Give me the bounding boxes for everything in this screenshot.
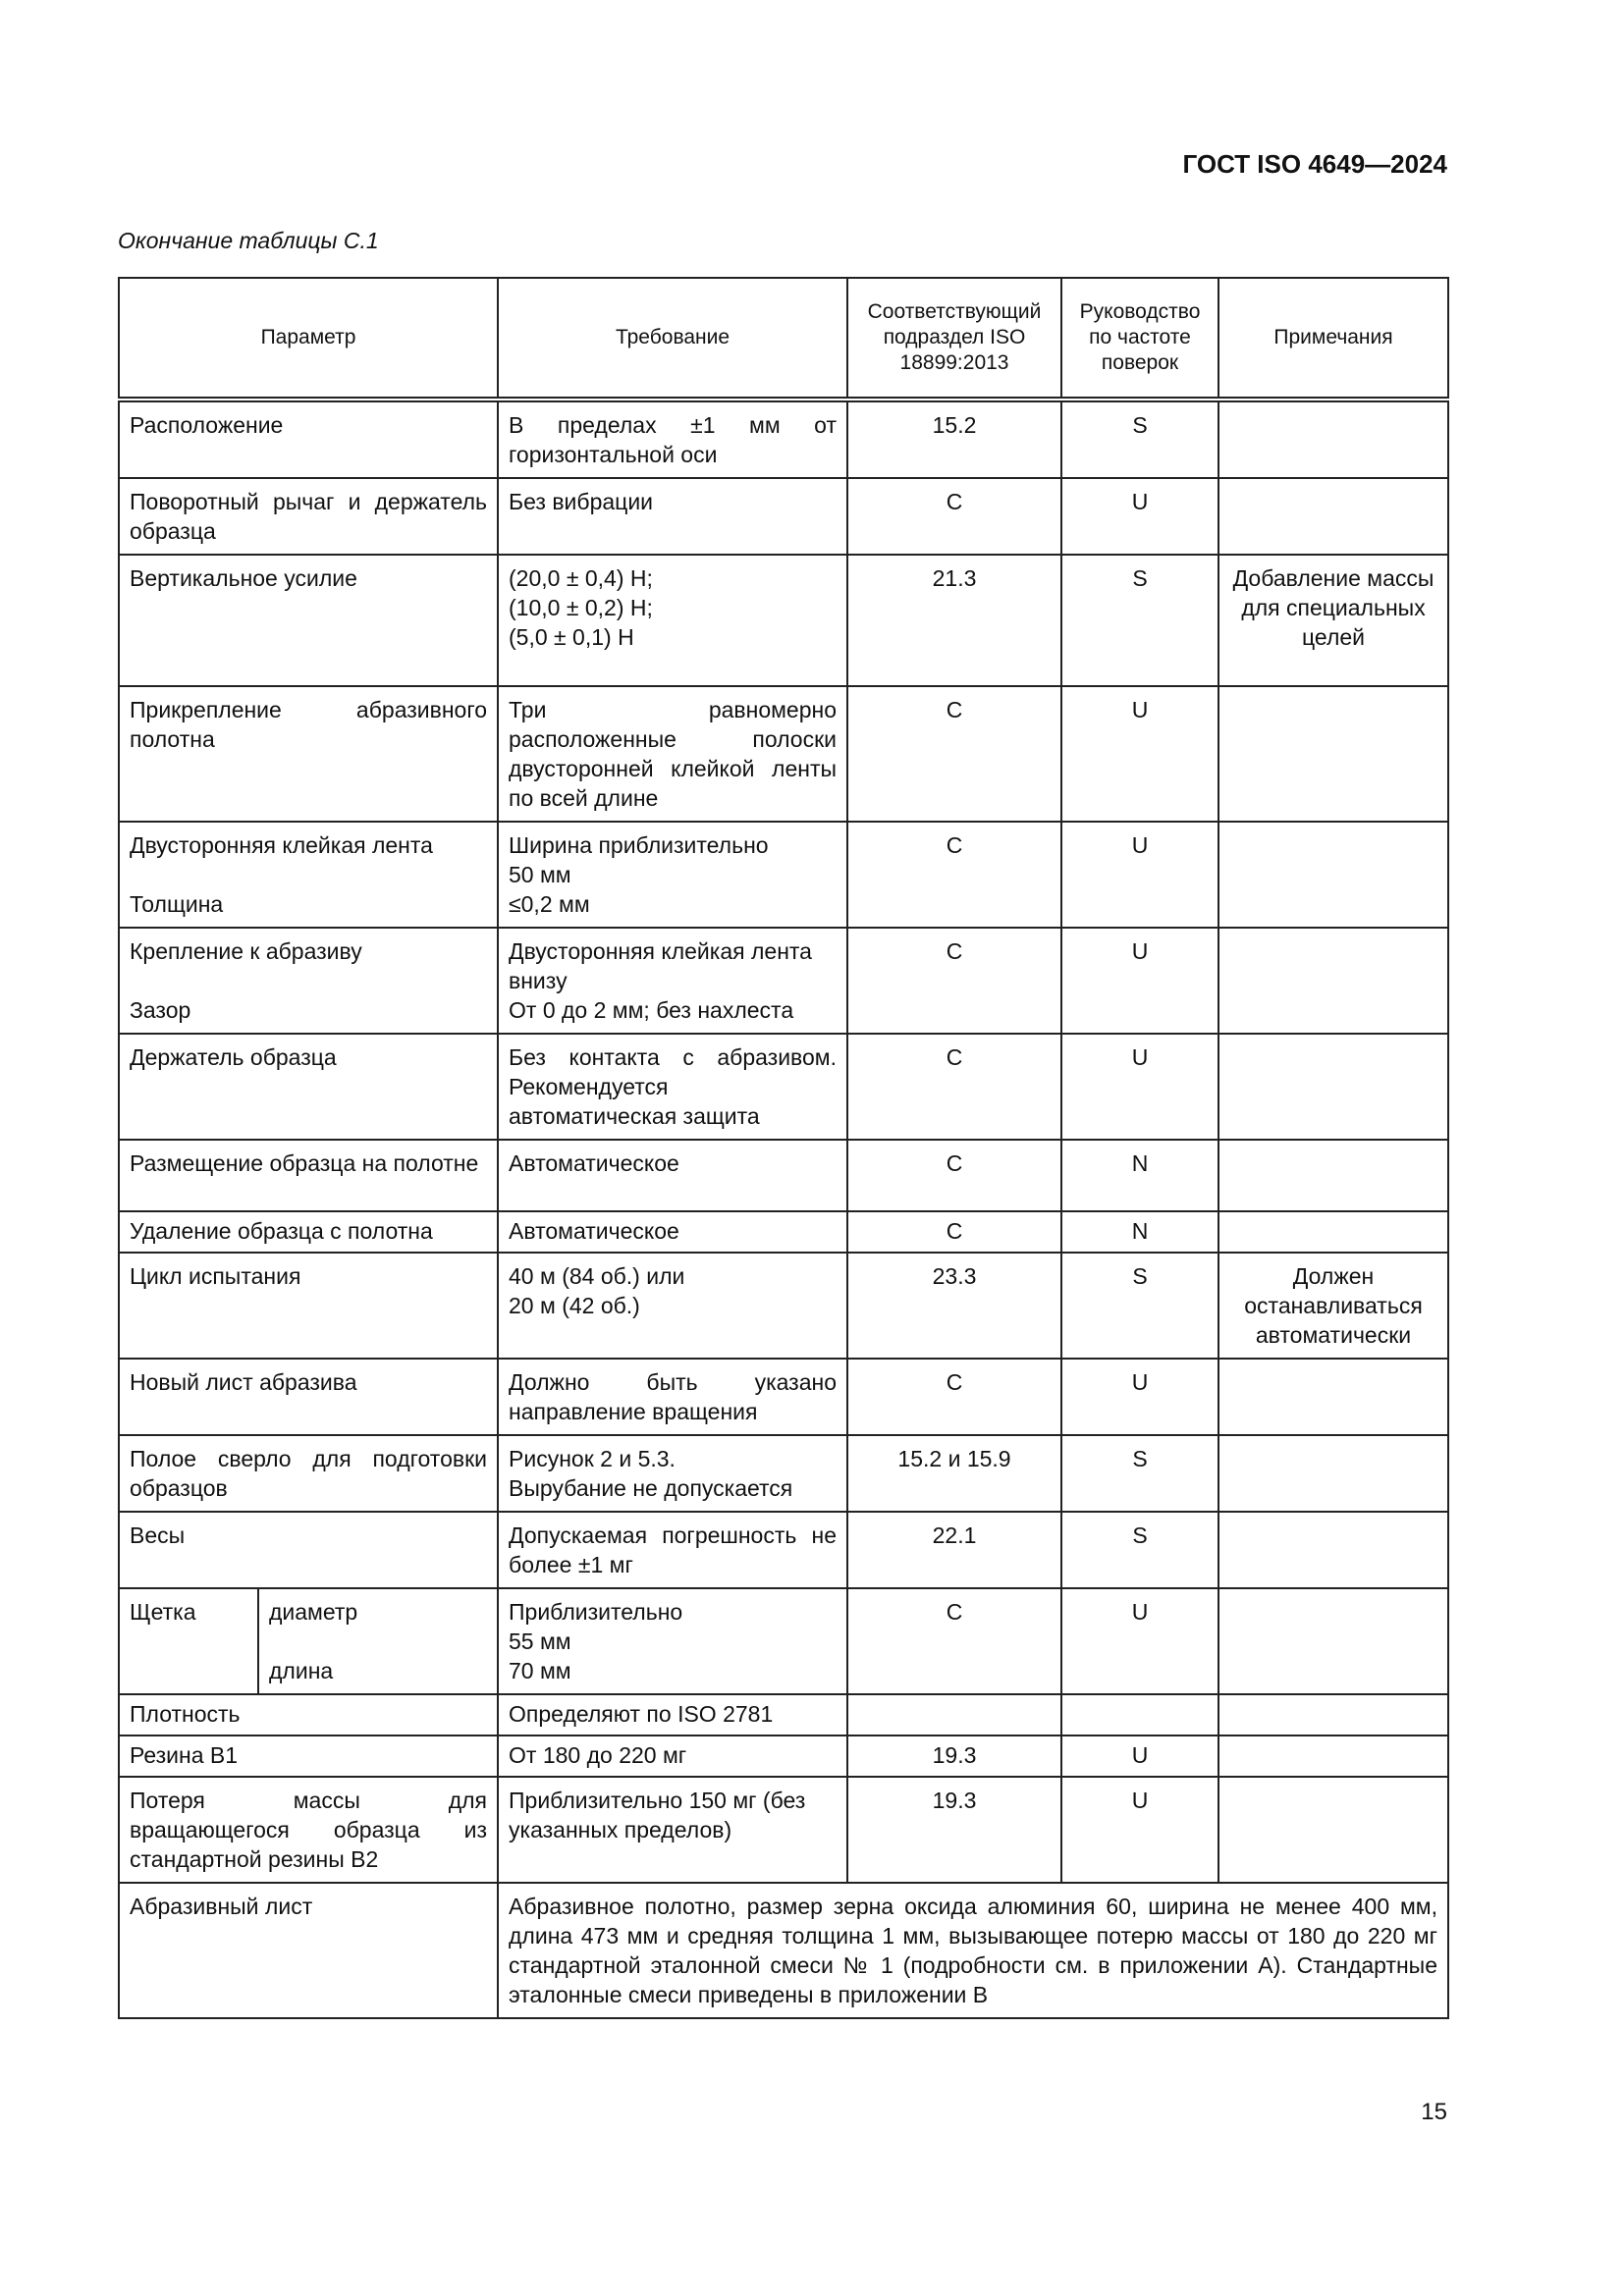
cell-notes: Должен останавливаться автоматически [1218,1253,1448,1359]
cell-subsection: C [847,686,1061,822]
cell-requirement: От 180 до 220 мг [498,1735,847,1777]
col-header-frequency: Руководство по частоте поверок [1061,278,1218,400]
table-row [119,1694,1448,1735]
parameter-sub-b: длина [269,1658,334,1683]
cell-requirement: Допускаемая погрешность не более ±1 мг [498,1512,847,1588]
table-row [119,1777,1448,1883]
cell-subsection: 15.2 [847,400,1061,478]
cell-subsection: 22.1 [847,1512,1061,1588]
cell-parameter: Расположение [119,400,498,478]
cell-subsection [847,1694,1061,1735]
cell-subsection: C [847,1034,1061,1140]
cell-frequency: U [1061,478,1218,555]
cell-parameter: Весы [119,1512,498,1588]
cell-parameter [119,928,498,1034]
cell-parameter: Плотность [119,1694,498,1735]
cell-subsection: 15.2 и 15.9 [847,1435,1061,1512]
cell-parameter: Полое сверло для подготовки образцов [119,1435,498,1512]
parameter-sub: Зазор [130,997,191,1023]
table-row [119,1512,1448,1588]
cell-parameter: Прикрепление абразивного полотна [119,686,498,822]
cell-notes [1218,1512,1448,1588]
col-header-notes: Примечания [1218,278,1448,400]
cell-subsection: 21.3 [847,555,1061,686]
cell-requirement: Должно быть указано направление вращения [498,1359,847,1435]
cell-subsection: C [847,822,1061,928]
cell-notes [1218,1777,1448,1883]
cell-requirement: Рисунок 2 и 5.3. Вырубание не допускается [498,1435,847,1512]
cell-notes: Добавление массы для специальных целей [1218,555,1448,686]
cell-parameter: Абразивный лист [119,1883,498,2018]
cell-frequency: N [1061,1211,1218,1253]
table-row [119,686,1448,822]
cell-frequency: U [1061,1735,1218,1777]
col-header-requirement: Требование [498,278,847,400]
cell-parameter: Удаление образца с полотна [119,1211,498,1253]
cell-requirement: Определяют по ISO 2781 [498,1694,847,1735]
cell-requirement: Двусторонняя клейкая лента внизу От 0 до 2 мм; без нахлеста [498,928,847,1034]
table-row [119,1883,1448,2018]
table-row [119,1735,1448,1777]
cell-subsection: C [847,478,1061,555]
cell-subsection: C [847,928,1061,1034]
cell-notes [1218,686,1448,822]
cell-subsection: C [847,1211,1061,1253]
cell-requirement: Без контакта с абразивом. Рекомендуется автоматическая защита [498,1034,847,1140]
parameter-sub: Толщина [130,891,224,917]
cell-parameter [119,822,498,928]
cell-frequency: U [1061,1588,1218,1694]
cell-subsection: C [847,1140,1061,1211]
cell-requirement: Приблизительно 55 мм 70 мм [498,1588,847,1694]
cell-subsection: 19.3 [847,1777,1061,1883]
cell-notes [1218,1359,1448,1435]
cell-frequency: N [1061,1140,1218,1211]
cell-frequency: U [1061,1359,1218,1435]
cell-requirement: Три равномерно расположенные полоски двусторонней клейкой ленты по всей длине [498,686,847,822]
cell-subsection: C [847,1588,1061,1694]
cell-frequency: U [1061,686,1218,822]
table-row [119,1588,1448,1694]
cell-notes [1218,1588,1448,1694]
cell-notes [1218,1140,1448,1211]
cell-parameter: Размещение образца на полотне [119,1140,498,1211]
cell-parameter: Потеря массы для вращающегося образца из стандартной резины В2 [119,1777,498,1883]
cell-notes [1218,478,1448,555]
cell-requirement-wide: Абразивное полотно, размер зерна оксида алюминия 60, ширина не менее 400 мм, длина 473 мм и средняя толщина 1 мм, вызывающее потерю массы от 180 до 220 мг стандартной эталонной смеси № 1 (подробности см. в приложении А). Стандартные эталонные смеси приведены в приложении В [498,1883,1448,2018]
cell-parameter: Вертикальное усилие [119,555,498,686]
cell-parameter: Резина В1 [119,1735,498,1777]
cell-parameter: Поворотный рычаг и держатель образца [119,478,498,555]
cell-parameter: Новый лист абразива [119,1359,498,1435]
cell-frequency: U [1061,928,1218,1034]
cell-frequency [1061,1694,1218,1735]
parameter-sub-a: диаметр [269,1599,358,1625]
cell-requirement: Автоматическое [498,1211,847,1253]
cell-subsection: C [847,1359,1061,1435]
table-row [119,928,1448,1034]
cell-subsection: 23.3 [847,1253,1061,1359]
table-row [119,1140,1448,1211]
table-row [119,822,1448,928]
table-caption: Окончание таблицы С.1 [118,228,379,253]
table-row [119,400,1448,478]
cell-requirement: (20,0 ± 0,4) Н; (10,0 ± 0,2) Н; (5,0 ± 0,1) Н [498,555,847,686]
cell-notes [1218,400,1448,478]
cell-frequency: U [1061,822,1218,928]
cell-frequency: S [1061,400,1218,478]
cell-parameter: Щетка [119,1588,258,1694]
cell-requirement: Автоматическое [498,1140,847,1211]
cell-requirement: 40 м (84 об.) или 20 м (42 об.) [498,1253,847,1359]
cell-notes [1218,1034,1448,1140]
table-row [119,1359,1448,1435]
table-row [119,1211,1448,1253]
parameter-main: Крепление к абразиву [130,938,362,964]
cell-parameter: Цикл испытания [119,1253,498,1359]
cell-frequency: U [1061,1034,1218,1140]
cell-requirement: Ширина приблизительно 50 мм ≤0,2 мм [498,822,847,928]
cell-frequency: S [1061,555,1218,686]
cell-notes [1218,1435,1448,1512]
col-header-parameter: Параметр [119,278,498,400]
cell-notes [1218,928,1448,1034]
cell-frequency: S [1061,1512,1218,1588]
table-row [119,478,1448,555]
cell-subsection: 19.3 [847,1735,1061,1777]
cell-requirement: Приблизительно 150 мг (без указанных пределов) [498,1777,847,1883]
cell-notes [1218,822,1448,928]
cell-notes [1218,1211,1448,1253]
table-row [119,1253,1448,1359]
cell-frequency: U [1061,1777,1218,1883]
spec-table [118,277,1449,2019]
cell-requirement: В пределах ±1 мм от горизонтальной оси [498,400,847,478]
cell-parameter-sub [258,1588,498,1694]
cell-frequency: S [1061,1253,1218,1359]
cell-frequency: S [1061,1435,1218,1512]
table-row [119,1435,1448,1512]
table-row [119,555,1448,686]
parameter-main: Двусторонняя клейкая лента [130,832,433,858]
cell-notes [1218,1735,1448,1777]
cell-notes [1218,1694,1448,1735]
cell-requirement: Без вибрации [498,478,847,555]
col-header-subsection: Соответствующий подраздел ISO 18899:2013 [847,278,1061,400]
standard-designation: ГОСТ ISO 4649—2024 [1182,149,1447,179]
table-header-row [119,278,1448,400]
table-row [119,1034,1448,1140]
page-number: 15 [1421,2099,1447,2125]
cell-parameter: Держатель образца [119,1034,498,1140]
